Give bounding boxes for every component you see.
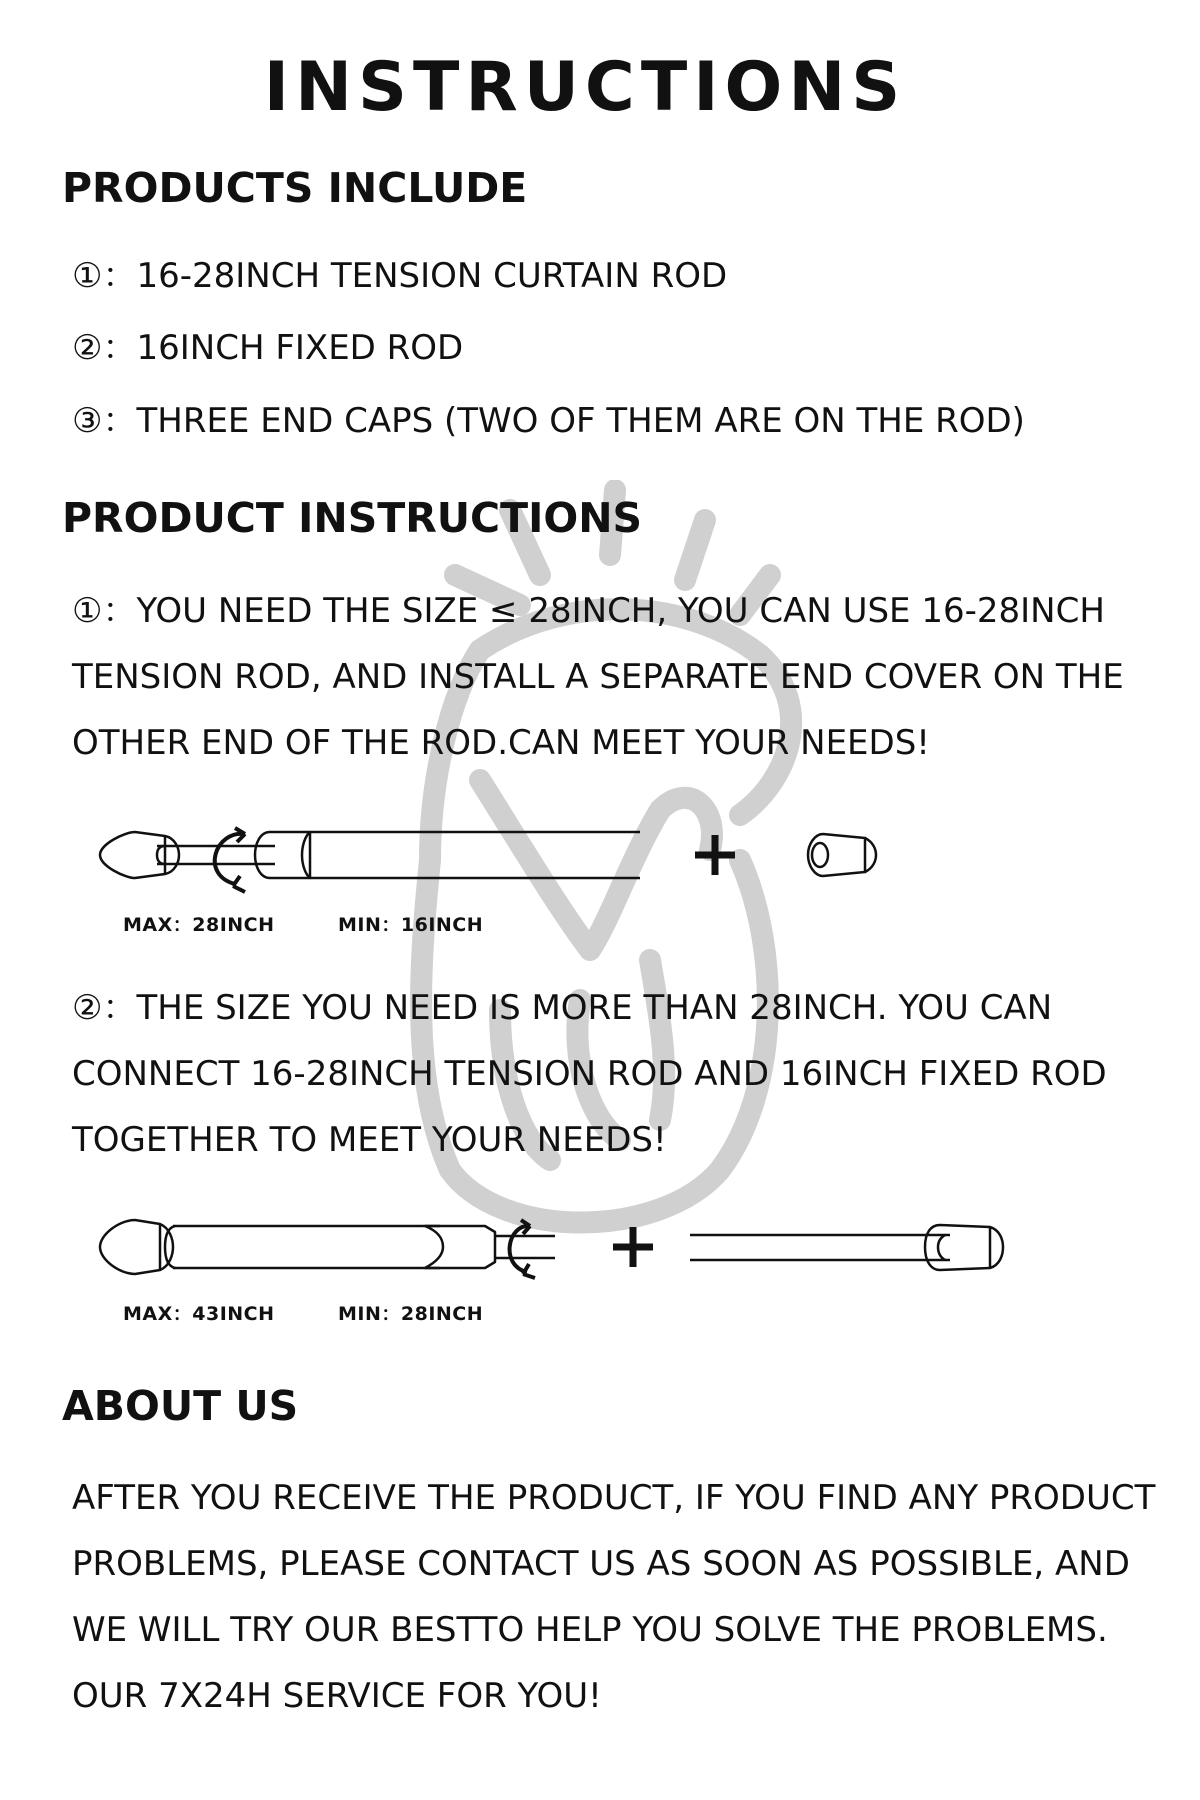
diagram-2-min-label: MIN：28INCH [338,1303,484,1325]
diagram-1-min-label: MIN：16INCH [338,914,484,936]
section-heading-products-include: PRODUCTS INCLUDE [62,164,528,212]
about-us-text: AFTER YOU RECEIVE THE PRODUCT, IF YOU FIND ANY PRODUCT PROBLEMS, PLEASE CONTACT US AS SOON AS POSSIBLE, AND WE WILL TRY OUR BESTTO HELP YOU SOLVE THE PROBLEMS. OUR 7X24H SERVICE FOR YOU! [72,1478,1156,1716]
plus-icon [695,835,735,875]
rotate-arrow-icon [215,828,245,892]
diagram-tension-rod-plus-fixed-rod [95,1210,1045,1290]
product-item-1: ①：16-28INCH TENSION CURTAIN ROD [72,256,728,296]
instruction-step-2-text: ②：THE SIZE YOU NEED IS MORE THAN 28INCH. YOU CAN CONNECT 16-28INCH TENSION ROD AND 16INCH FIXED ROD TOGETHER TO MEET YOUR NEEDS! [72,988,1107,1160]
section-heading-about-us: ABOUT US [62,1382,299,1430]
product-item-2: ②：16INCH FIXED ROD [72,328,464,368]
diagram-2-max-label: MAX：43INCH [123,1303,275,1325]
diagram-1-max-label: MAX：28INCH [123,914,275,936]
section-heading-product-instructions: PRODUCT INSTRUCTIONS [62,494,643,542]
rotate-arrow-icon [510,1220,535,1278]
page-title: INSTRUCTIONS [263,48,907,127]
product-item-3: ③：THREE END CAPS (TWO OF THEM ARE ON THE ROD) [72,401,1025,441]
diagram-tension-rod-with-end-cap [95,820,895,900]
end-cap-icon [808,834,876,876]
instruction-step-1-text: ①：YOU NEED THE SIZE ≤ 28INCH, YOU CAN USE 16-28INCH TENSION ROD, AND INSTALL A SEPARATE END COVER ON THE OTHER END OF THE ROD.CAN MEET YOUR NEEDS! [72,591,1124,763]
plus-icon [613,1227,653,1267]
